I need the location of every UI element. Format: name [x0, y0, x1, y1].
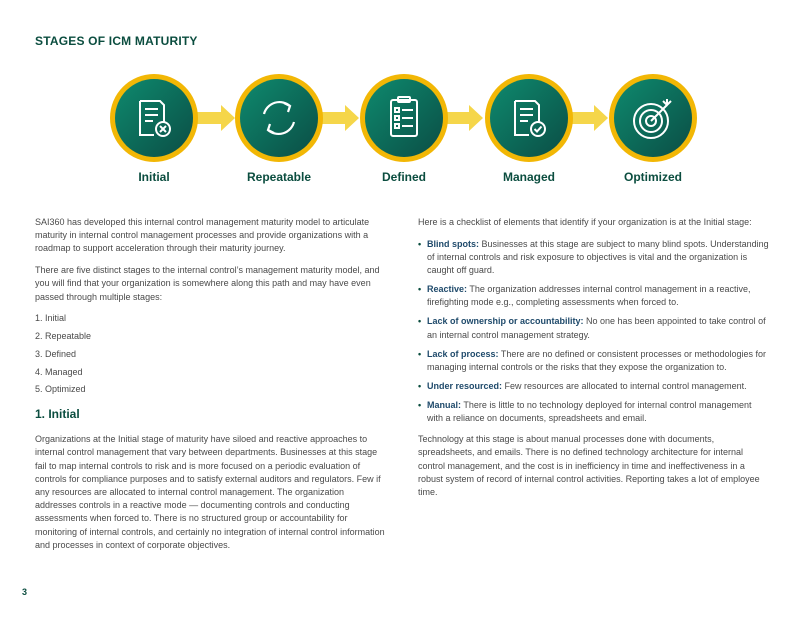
- list-item: [418, 348, 770, 374]
- checklist-text: No one has been appointed to take control of an internal control management strategy.: [427, 316, 766, 340]
- stage-label-defined: Defined: [381, 170, 426, 184]
- checklist-term: Manual:: [427, 399, 462, 410]
- list-item: [418, 283, 770, 309]
- stage-optimized: [609, 74, 697, 162]
- stage-label-repeatable: Repeatable: [246, 170, 312, 184]
- page-heading: STAGES OF ICM MATURITY: [35, 34, 198, 48]
- stage-managed: [485, 74, 573, 162]
- stage-list: [35, 312, 387, 396]
- list-item: [418, 238, 770, 278]
- list-item: 2. Repeatable: [35, 331, 92, 341]
- list-item: [418, 315, 770, 341]
- stage-arrow: [569, 105, 608, 131]
- checklist-text: The organization addresses internal control management in a reactive, firefighting mode e.g., completing assessments when forced to.: [427, 284, 751, 308]
- stage-label-managed: Managed: [502, 170, 555, 184]
- checklist-term: Lack of ownership or accountability:: [427, 316, 584, 327]
- stage-repeatable: [235, 74, 323, 162]
- checklist-intro: Here is a checklist of elements that identify if your organization is at the Initial stage:: [418, 217, 752, 227]
- list-item: [418, 380, 770, 393]
- checklist-text: Businesses at this stage are subject to many blind spots. Understanding of internal controls and risk exposure to objectives is vital and the organization is caught off guard.: [427, 238, 769, 276]
- left-column: [35, 216, 387, 560]
- checklist-term: Blind spots:: [427, 238, 479, 249]
- right-column: [418, 216, 770, 508]
- checklist-text: There is little to no technology deployed for internal control management with a reliance on documents, spreadsheets and email.: [427, 399, 752, 423]
- checklist-text: Few resources are allocated to internal control management.: [502, 380, 747, 391]
- list-item: 5. Optimized: [35, 384, 86, 395]
- checklist-term: Reactive:: [427, 284, 468, 295]
- list-item: 3. Defined: [35, 348, 77, 359]
- stage-label-initial: Initial: [138, 170, 170, 184]
- section-body: Organizations at the Initial stage of maturity have siloed and reactive approaches to internal control management that vary between departments. Businesses at this stage fail to map internal controls to risk and is more focused on a periodic evaluation of controls for compliance purposes and to satisfy external auditors and regulators. Few if any resources are allocated to internal control management. The organization addresses controls in a reactive mode — documenting controls and conducting assessments when forced to. There is no structured group or accountability for monitoring of internal controls, and certainly no integration of internal control information and processes in context of corporate objectives.: [35, 434, 385, 550]
- checklist-text: There are no defined or consistent processes or methodologies for managing internal controls or the risks that they expose the organization to.: [427, 348, 767, 372]
- list-item: 1. Initial: [35, 313, 67, 324]
- stage-arrow: [196, 105, 235, 131]
- list-item: [418, 399, 770, 425]
- section-title: 1. Initial: [35, 406, 80, 421]
- page-number: 3: [22, 587, 28, 597]
- stage-initial: [110, 74, 198, 162]
- checklist: [418, 238, 770, 425]
- checklist-term: Lack of process:: [427, 348, 499, 359]
- list-item: 4. Managed: [35, 366, 83, 377]
- stages-paragraph: There are five distinct stages to the internal control’s management maturity model, and you will find that your organization is somewhere along this path and may have even passed through multiple stages:: [35, 265, 380, 302]
- closing-paragraph: Technology at this stage is about manual processes done with documents, spreadsheets, and emails. There is no defined technology architecture for internal control management, and the cost is in inefficiency in time and ineffectiveness in a robust system of record of internal control activities. Reporting takes a lot of employee time.: [418, 434, 760, 497]
- intro-paragraph: SAI360 has developed this internal control management maturity model to articulate maturity in internal control management processes and provide organizations with a roadmap to support acceleration through their maturity journey.: [35, 217, 370, 254]
- stage-arrow: [320, 105, 359, 131]
- checklist-term: Under resourced:: [427, 380, 503, 391]
- stage-defined: [360, 74, 448, 162]
- stage-arrow: [444, 105, 483, 131]
- stage-label-optimized: Optimized: [623, 170, 682, 184]
